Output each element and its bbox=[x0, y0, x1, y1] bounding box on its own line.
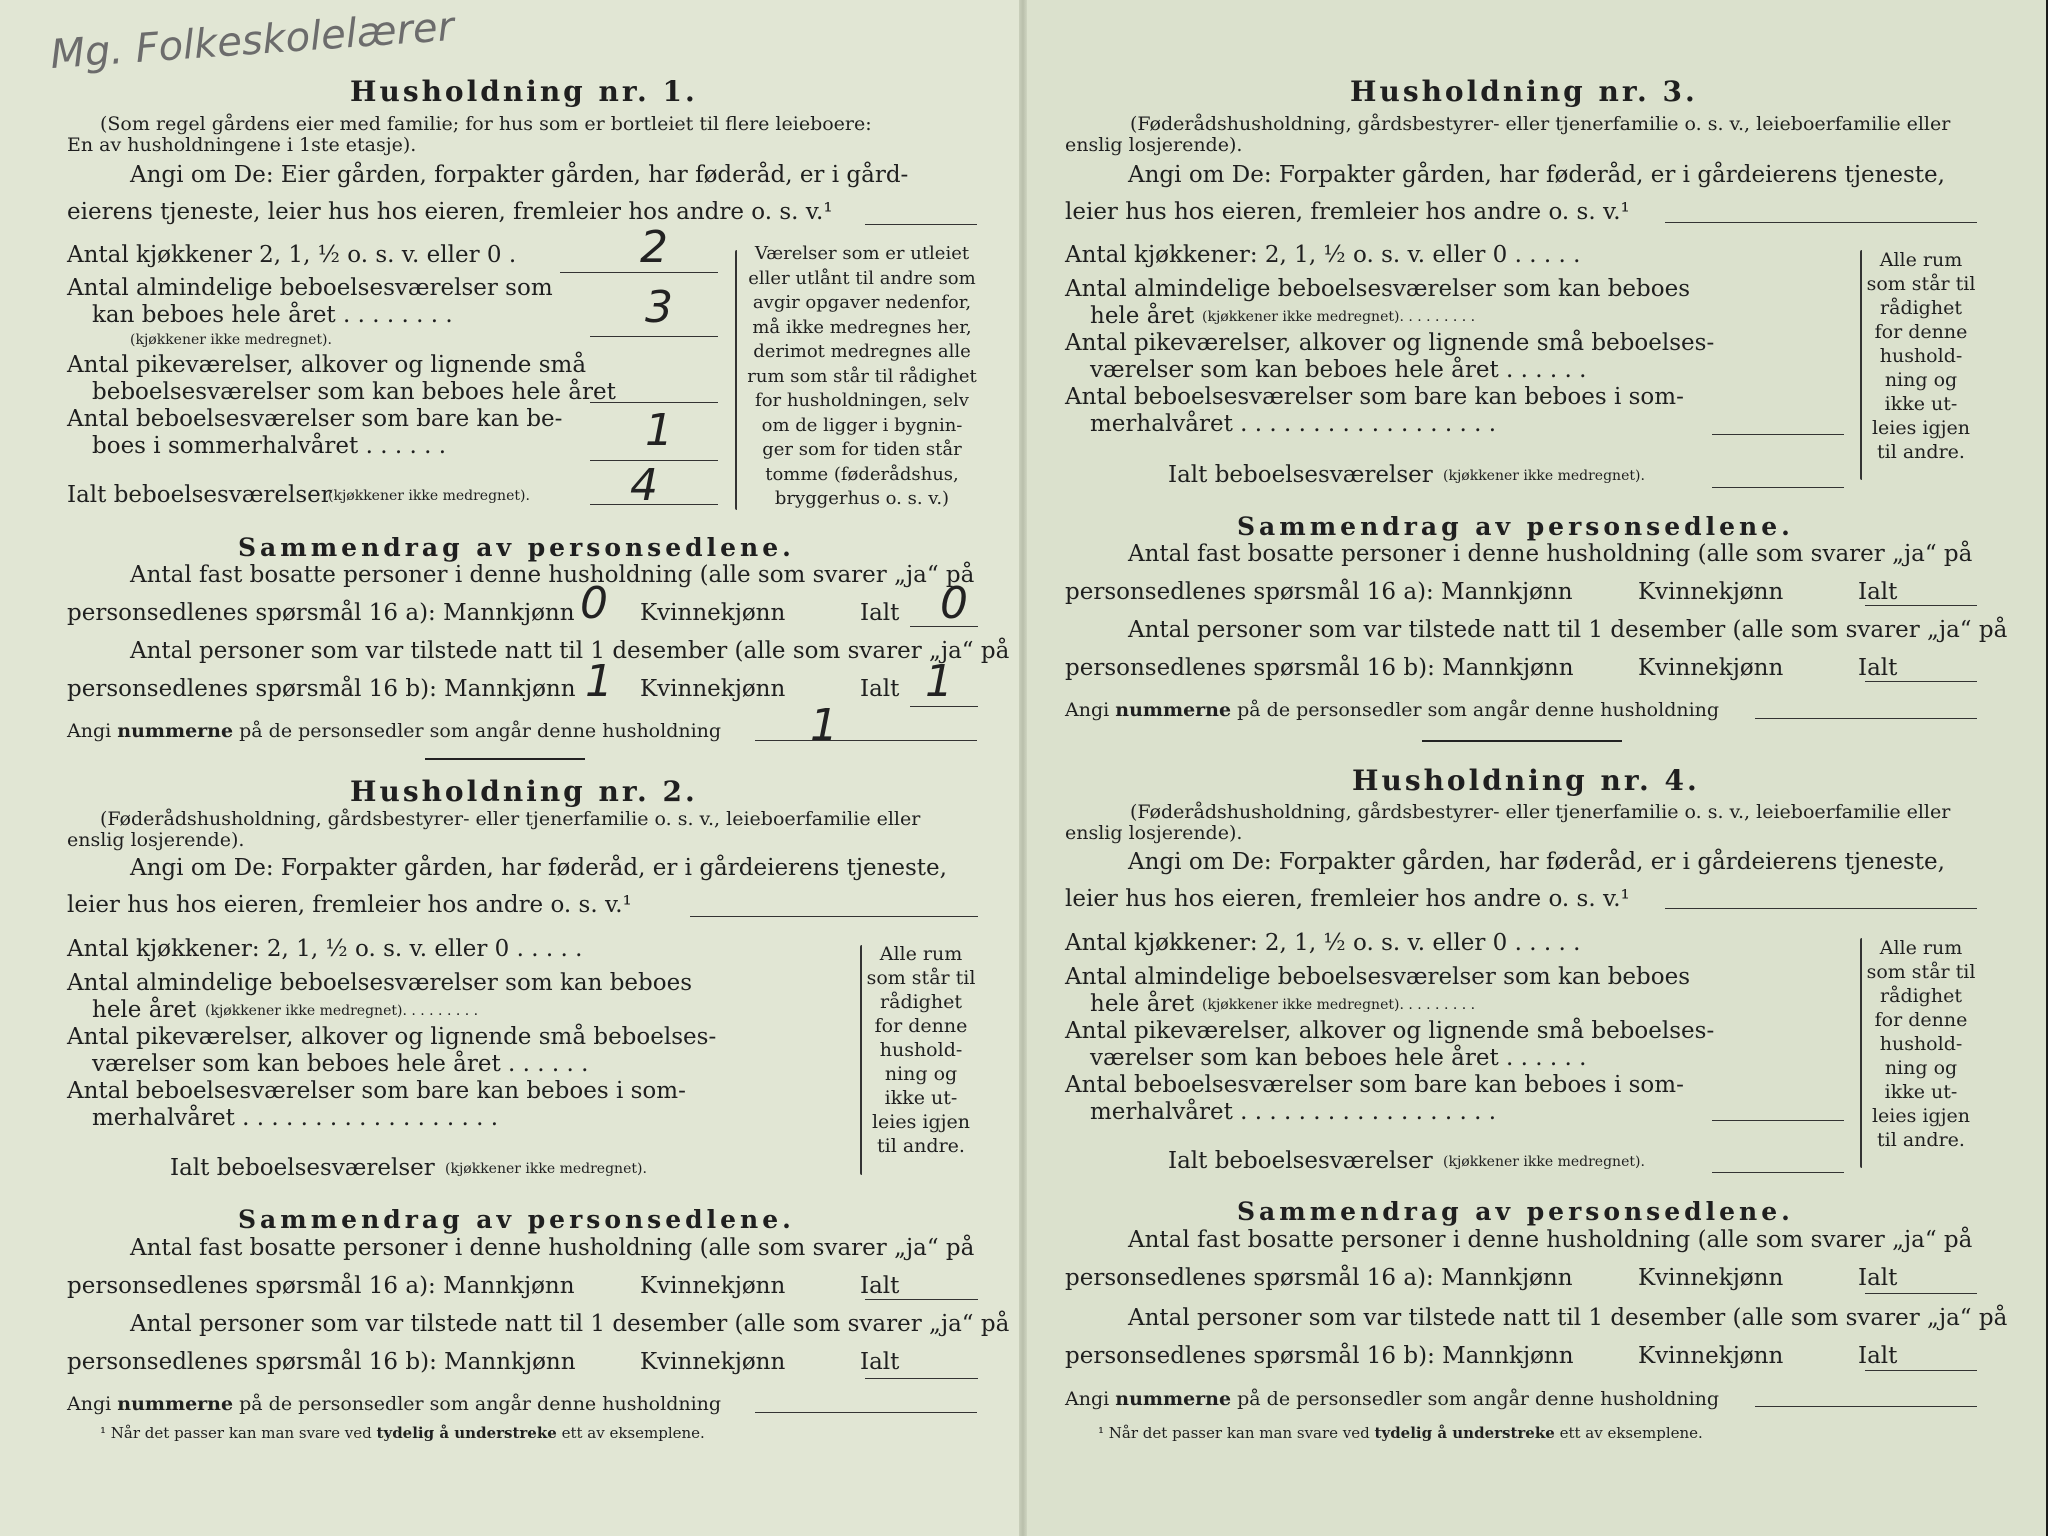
side-line: leies igjen bbox=[871, 1111, 971, 1133]
side-line: Alle rum bbox=[1879, 937, 1963, 959]
household-1-title: Husholdning nr. 1. bbox=[350, 75, 698, 108]
maid-rooms-label: Antal pikeværelser, alkover og lignende små beboelses- bbox=[1065, 330, 1715, 356]
ordinary-rooms-label: Antal almindelige beboelsesværelser som kan beboes bbox=[67, 970, 693, 996]
female-label: Kvinnekjønn bbox=[1638, 1343, 1784, 1369]
ordinary-rooms-label: Antal almindelige beboelsesværelser som kan beboes bbox=[1065, 276, 1691, 302]
side-line: for denne bbox=[874, 1015, 968, 1037]
summer-rooms-label-2: merhalvåret . . . . . . . . . . . . . . . . . . bbox=[92, 1105, 499, 1131]
household-4-note: (Føderådshusholdning, gårdsbestyrer- eller tjenerfamilie o. s. v., leieboerfamilie eller bbox=[1130, 801, 1951, 823]
angi-numbers-label bbox=[67, 1393, 721, 1415]
side-line: ning og bbox=[1884, 1057, 1958, 1079]
side-line: til andre. bbox=[1877, 441, 1965, 463]
household-2-side-note bbox=[866, 942, 976, 1158]
side-line: eller utlånt til andre som bbox=[748, 267, 976, 289]
page-fold bbox=[1019, 0, 1027, 1536]
household-1-side-note bbox=[742, 242, 982, 512]
ordinary-rooms-label-2: hele året bbox=[1090, 303, 1195, 329]
answer-line bbox=[1665, 908, 1977, 909]
answer-line bbox=[1755, 718, 1977, 719]
side-line: for denne bbox=[1874, 321, 1968, 343]
footnote-tail: ett av eksemplene. bbox=[561, 1424, 705, 1442]
summary-16a-label: personsedlenes spørsmål 16 a): Mannkjønn bbox=[1065, 579, 1573, 605]
kitchens-label: Antal kjøkkener 2, 1, ½ o. s. v. eller 0 . bbox=[67, 242, 517, 268]
summary-16b-label: personsedlenes spørsmål 16 b): Mannkjønn bbox=[1065, 1343, 1574, 1369]
answer-line bbox=[590, 504, 718, 505]
answer-line bbox=[1865, 681, 1977, 682]
summer-rooms-label: Antal beboelsesværelser som bare kan beboes i som- bbox=[1065, 1072, 1684, 1098]
total-rooms-note: (kjøkkener ikke medregnet). bbox=[328, 488, 530, 504]
total-label: Ialt bbox=[860, 1273, 900, 1299]
side-line: Værelser som er utleiet bbox=[754, 243, 970, 264]
maid-rooms-label-2: værelser som kan beboes hele året . . . . . . bbox=[1090, 357, 1587, 383]
answer-line bbox=[910, 626, 978, 627]
total-label: Ialt bbox=[1858, 1343, 1898, 1369]
ordinary-rooms-note: (kjøkkener ikke medregnet). . . . . . . . . bbox=[1202, 309, 1476, 325]
male-16b-value: 1 bbox=[585, 656, 613, 707]
summer-rooms-label: Antal beboelsesværelser som bare kan be- bbox=[67, 406, 563, 432]
female-label: Kvinnekjønn bbox=[640, 1349, 786, 1375]
household-2-note-2: enslig losjerende). bbox=[67, 829, 245, 851]
side-line: må ikke medregnes her, bbox=[752, 316, 972, 338]
side-line: rådighet bbox=[1880, 985, 1962, 1007]
answer-line bbox=[865, 224, 977, 225]
household-4-title: Husholdning nr. 4. bbox=[1352, 764, 1700, 797]
side-line: om de ligger i bygnin- bbox=[761, 414, 963, 436]
side-line: ger som for tiden står bbox=[762, 439, 962, 460]
total-rooms-note: (kjøkkener ikke medregnet). bbox=[445, 1161, 647, 1177]
footnote-text: ¹ Når det passer kan man svare ved bbox=[1098, 1424, 1370, 1442]
kitchens-label: Antal kjøkkener: 2, 1, ½ o. s. v. eller 0 . . . . . bbox=[67, 936, 583, 962]
side-brace bbox=[1860, 938, 1862, 1168]
side-line: avgir opgaver nedenfor, bbox=[752, 292, 972, 313]
summer-rooms-value: 1 bbox=[645, 405, 673, 456]
household-2-question-2: leier hus hos eieren, fremleier hos andre o. s. v.¹ bbox=[67, 892, 632, 918]
household-3-question: Angi om De: Forpakter gården, har føderåd, er i gårdeierens tjeneste, bbox=[1128, 162, 1945, 188]
female-label: Kvinnekjønn bbox=[640, 676, 786, 702]
side-line: ikke ut- bbox=[884, 1087, 958, 1109]
answer-line bbox=[1665, 222, 1977, 223]
summary-16b-label: personsedlenes spørsmål 16 b): Mannkjønn bbox=[67, 676, 576, 702]
summer-rooms-label: Antal beboelsesværelser som bare kan beboes i som- bbox=[67, 1078, 686, 1104]
angi-bold: nummerne bbox=[1115, 1388, 1232, 1410]
maid-rooms-label: Antal pikeværelser, alkover og lignende små beboelses- bbox=[67, 1024, 717, 1050]
section-divider bbox=[425, 758, 585, 760]
summary-16a-question: Antal fast bosatte personer i denne husholdning (alle som svarer „ja“ på bbox=[1128, 1227, 1973, 1253]
angi-rest: på de personsedler som angår denne husholdning bbox=[1237, 1388, 1720, 1410]
side-line: ikke ut- bbox=[1884, 393, 1958, 415]
summary-16a-question: Antal fast bosatte personer i denne husholdning (alle som svarer „ja“ på bbox=[130, 1235, 975, 1261]
angi-bold: nummerne bbox=[117, 1393, 234, 1415]
answer-line bbox=[755, 1412, 977, 1413]
summary-16a-label: personsedlenes spørsmål 16 a): Mannkjønn bbox=[67, 1273, 575, 1299]
household-3-note-2: enslig losjerende). bbox=[1065, 134, 1243, 156]
kitchens-label: Antal kjøkkener: 2, 1, ½ o. s. v. eller 0 . . . . . bbox=[1065, 242, 1581, 268]
maid-rooms-label-2: værelser som kan beboes hele året . . . . . . bbox=[92, 1051, 589, 1077]
total-rooms-note: (kjøkkener ikke medregnet). bbox=[1443, 1154, 1645, 1170]
side-line: som står til bbox=[866, 967, 976, 989]
answer-line bbox=[1712, 1172, 1844, 1173]
summer-rooms-label-2: merhalvåret . . . . . . . . . . . . . . . . . . bbox=[1090, 1099, 1497, 1125]
maid-rooms-label: Antal pikeværelser, alkover og lignende små beboelses- bbox=[1065, 1018, 1715, 1044]
angi-rest: på de personsedler som angår denne husholdning bbox=[1237, 699, 1720, 721]
answer-line bbox=[865, 1378, 978, 1379]
answer-line bbox=[1712, 487, 1844, 488]
maid-rooms-label-2: beboelsesværelser som kan beboes hele året bbox=[92, 379, 616, 405]
total-rooms-label: Ialt beboelsesværelser bbox=[67, 482, 332, 508]
total-rooms-label: Ialt beboelsesværelser bbox=[1168, 1148, 1433, 1174]
male-16a-value: 0 bbox=[580, 578, 608, 629]
total-16a-value: 0 bbox=[940, 578, 968, 629]
household-4-note-2: enslig losjerende). bbox=[1065, 822, 1243, 844]
total-rooms-note: (kjøkkener ikke medregnet). bbox=[1443, 468, 1645, 484]
household-1-summary-title: Sammendrag av personsedlene. bbox=[238, 533, 795, 562]
side-line: som står til bbox=[1866, 961, 1976, 983]
answer-line bbox=[590, 336, 718, 337]
ordinary-rooms-label-2: hele året bbox=[92, 997, 197, 1023]
angi-bold: nummerne bbox=[117, 720, 234, 742]
total-label: Ialt bbox=[860, 1349, 900, 1375]
ordinary-rooms-label-2: hele året bbox=[1090, 991, 1195, 1017]
maid-rooms-label-2: værelser som kan beboes hele året . . . . . . bbox=[1090, 1045, 1587, 1071]
total-label: Ialt bbox=[860, 600, 900, 626]
household-3-title: Husholdning nr. 3. bbox=[1350, 75, 1698, 108]
section-divider bbox=[1422, 740, 1622, 742]
side-line: hushold- bbox=[879, 1039, 963, 1061]
side-brace bbox=[860, 945, 862, 1175]
answer-line bbox=[910, 706, 978, 707]
answer-line bbox=[1865, 1293, 1977, 1294]
ordinary-rooms-note: (kjøkkener ikke medregnet). bbox=[130, 332, 332, 348]
side-line: som står til bbox=[1866, 273, 1976, 295]
angi-bold: nummerne bbox=[1115, 699, 1232, 721]
summary-16a-label: personsedlenes spørsmål 16 a): Mannkjønn bbox=[1065, 1265, 1573, 1291]
side-line: rådighet bbox=[880, 991, 962, 1013]
household-3-summary-title: Sammendrag av personsedlene. bbox=[1237, 512, 1794, 541]
summary-16b-question: Antal personer som var tilstede natt til 1 desember (alle som svarer „ja“ på bbox=[1128, 1305, 2008, 1331]
side-line: hushold- bbox=[1879, 1033, 1963, 1055]
summer-rooms-label-2: merhalvåret . . . . . . . . . . . . . . . . . . bbox=[1090, 411, 1497, 437]
pencil-annotation: Mg. Folkeskolelærer bbox=[48, 3, 456, 79]
footnote bbox=[1098, 1424, 1703, 1442]
side-line: leies igjen bbox=[1871, 417, 1971, 439]
side-line: leies igjen bbox=[1871, 1105, 1971, 1127]
household-2-note: (Føderådshusholdning, gårdsbestyrer- eller tjenerfamilie o. s. v., leieboerfamilie eller bbox=[100, 808, 921, 830]
answer-line bbox=[1755, 1406, 1977, 1407]
total-label: Ialt bbox=[1858, 1265, 1898, 1291]
household-4-question-2: leier hus hos eieren, fremleier hos andre o. s. v.¹ bbox=[1065, 886, 1630, 912]
answer-line bbox=[1712, 434, 1844, 435]
footnote-tail: ett av eksemplene. bbox=[1559, 1424, 1703, 1442]
summary-16b-question: Antal personer som var tilstede natt til 1 desember (alle som svarer „ja“ på bbox=[1128, 617, 2008, 643]
side-line: Alle rum bbox=[879, 943, 963, 965]
side-line: hushold- bbox=[1879, 345, 1963, 367]
household-3-side-note bbox=[1866, 248, 1976, 464]
angi-word: Angi bbox=[67, 1393, 112, 1415]
side-line: for husholdningen, selv bbox=[755, 390, 969, 411]
angi-rest: på de personsedler som angår denne husholdning bbox=[239, 1393, 722, 1415]
ordinary-rooms-value: 3 bbox=[645, 282, 673, 333]
female-label: Kvinnekjønn bbox=[640, 1273, 786, 1299]
angi-numbers-label bbox=[1065, 699, 1719, 721]
side-line: tomme (føderådshus, bbox=[765, 463, 959, 485]
household-4-question: Angi om De: Forpakter gården, har føderåd, er i gårdeierens tjeneste, bbox=[1128, 849, 1945, 875]
household-3-question-2: leier hus hos eieren, fremleier hos andre o. s. v.¹ bbox=[1065, 199, 1630, 225]
kitchens-value: 2 bbox=[640, 222, 668, 273]
female-label: Kvinnekjønn bbox=[1638, 1265, 1784, 1291]
household-1-question: Angi om De: Eier gården, forpakter gården, har føderåd, er i gård- bbox=[130, 162, 909, 188]
total-label: Ialt bbox=[1858, 579, 1898, 605]
angi-word: Angi bbox=[1065, 699, 1110, 721]
side-line: derimot medregnes alle bbox=[753, 341, 971, 362]
side-brace bbox=[735, 250, 737, 510]
total-label: Ialt bbox=[860, 676, 900, 702]
summary-16b-label: personsedlenes spørsmål 16 b): Mannkjønn bbox=[1065, 655, 1574, 681]
household-2-title: Husholdning nr. 2. bbox=[350, 775, 698, 808]
side-line: Alle rum bbox=[1879, 249, 1963, 271]
side-line: bryggerhus o. s. v.) bbox=[774, 488, 950, 509]
total-label: Ialt bbox=[1858, 655, 1898, 681]
angi-numbers-label bbox=[67, 720, 721, 742]
footnote-bold: tydelig å understreke bbox=[376, 1424, 557, 1442]
side-line: ikke ut- bbox=[1884, 1081, 1958, 1103]
household-4-side-note bbox=[1866, 936, 1976, 1152]
female-label: Kvinnekjønn bbox=[1638, 655, 1784, 681]
summary-16a-question: Antal fast bosatte personer i denne husholdning (alle som svarer „ja“ på bbox=[1128, 541, 1973, 567]
ordinary-rooms-label: Antal almindelige beboelsesværelser som bbox=[67, 275, 553, 301]
answer-line bbox=[1865, 1370, 1977, 1371]
household-4-summary-title: Sammendrag av personsedlene. bbox=[1237, 1197, 1794, 1226]
footnote bbox=[100, 1424, 705, 1442]
female-label: Kvinnekjønn bbox=[1638, 579, 1784, 605]
side-brace bbox=[1860, 250, 1862, 480]
answer-line bbox=[1865, 605, 1977, 606]
answer-line bbox=[1712, 1120, 1844, 1121]
household-1-note: (Som regel gårdens eier med familie; for hus som er bortleiet til flere leieboere: bbox=[100, 113, 872, 135]
total-rooms-label: Ialt beboelsesværelser bbox=[170, 1155, 435, 1181]
summary-16b-question: Antal personer som var tilstede natt til 1 desember (alle som svarer „ja“ på bbox=[130, 1311, 1010, 1337]
answer-line bbox=[590, 402, 718, 403]
summary-16b-label: personsedlenes spørsmål 16 b): Mannkjønn bbox=[67, 1349, 576, 1375]
side-line: ning og bbox=[1884, 369, 1958, 391]
angi-rest: på de personsedler som angår denne husholdning bbox=[239, 720, 722, 742]
kitchens-label: Antal kjøkkener: 2, 1, ½ o. s. v. eller 0 . . . . . bbox=[1065, 930, 1581, 956]
total-rooms-value: 4 bbox=[630, 460, 658, 511]
maid-rooms-label: Antal pikeværelser, alkover og lignende små bbox=[67, 352, 587, 378]
side-line: til andre. bbox=[1877, 1129, 1965, 1151]
ordinary-rooms-note: (kjøkkener ikke medregnet). . . . . . . . . bbox=[205, 1003, 479, 1019]
summary-16a-question: Antal fast bosatte personer i denne husholdning (alle som svarer „ja“ på bbox=[130, 562, 975, 588]
footnote-bold: tydelig å understreke bbox=[1374, 1424, 1555, 1442]
side-line: rum som står til rådighet bbox=[747, 365, 977, 387]
side-line: for denne bbox=[1874, 1009, 1968, 1031]
total-16b-value: 1 bbox=[925, 656, 953, 707]
side-line: til andre. bbox=[877, 1135, 965, 1157]
summer-rooms-label: Antal beboelsesværelser som bare kan beboes i som- bbox=[1065, 384, 1684, 410]
summary-16a-label: personsedlenes spørsmål 16 a): Mannkjønn bbox=[67, 600, 575, 626]
household-1-note-2: En av husholdningene i 1ste etasje). bbox=[67, 134, 417, 156]
answer-line bbox=[690, 916, 978, 917]
angi-word: Angi bbox=[1065, 1388, 1110, 1410]
side-line: ning og bbox=[884, 1063, 958, 1085]
side-line: rådighet bbox=[1880, 297, 1962, 319]
total-rooms-label: Ialt beboelsesværelser bbox=[1168, 462, 1433, 488]
summary-16b-question: Antal personer som var tilstede natt til 1 desember (alle som svarer „ja“ på bbox=[130, 638, 1010, 664]
female-label: Kvinnekjønn bbox=[640, 600, 786, 626]
numbers-value: 1 bbox=[810, 700, 838, 751]
ordinary-rooms-label: Antal almindelige beboelsesværelser som kan beboes bbox=[1065, 964, 1691, 990]
household-1-question-2: eierens tjeneste, leier hus hos eieren, fremleier hos andre o. s. v.¹ bbox=[67, 199, 833, 225]
answer-line bbox=[560, 272, 718, 273]
angi-word: Angi bbox=[67, 720, 112, 742]
ordinary-rooms-note: (kjøkkener ikke medregnet). . . . . . . . . bbox=[1202, 997, 1476, 1013]
angi-numbers-label bbox=[1065, 1388, 1719, 1410]
household-2-question: Angi om De: Forpakter gården, har føderåd, er i gårdeierens tjeneste, bbox=[130, 855, 947, 881]
footnote-text: ¹ Når det passer kan man svare ved bbox=[100, 1424, 372, 1442]
answer-line bbox=[865, 1299, 978, 1300]
answer-line bbox=[755, 740, 977, 741]
ordinary-rooms-label-2: kan beboes hele året . . . . . . . . bbox=[92, 302, 453, 328]
household-3-note: (Føderådshusholdning, gårdsbestyrer- eller tjenerfamilie o. s. v., leieboerfamilie eller bbox=[1130, 113, 1951, 135]
household-2-summary-title: Sammendrag av personsedlene. bbox=[238, 1205, 795, 1234]
summer-rooms-label-2: boes i sommerhalvåret . . . . . . bbox=[92, 433, 447, 459]
